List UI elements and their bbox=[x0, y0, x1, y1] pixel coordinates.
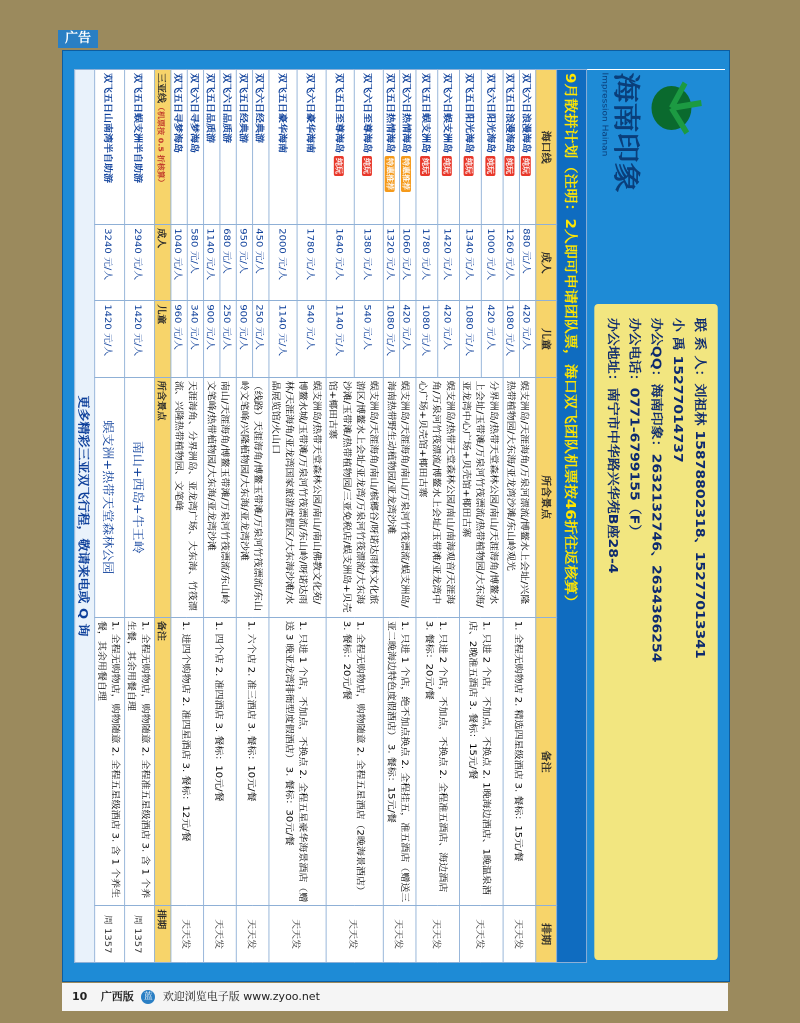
col-spots: 所含景点 bbox=[536, 377, 557, 617]
col-adult: 成人 bbox=[536, 225, 557, 301]
included-spots: 分界洲岛/热带天堂森林公园/南山/天涯海角/博鳌水上会址/玉带滩/万泉河竹筏漂流/热带植物园/大东海/亚龙湾中心广场+贝壳馆+椰田古寨 bbox=[460, 377, 504, 617]
bottom-slogan: 更多精彩三亚双飞行程，敬请来电或 Q 询 bbox=[75, 70, 95, 963]
route-name bbox=[438, 70, 460, 225]
logo-brand: 海南印象 bbox=[609, 72, 642, 193]
remarks: 1. 只进 2 个店，不加点，不换点 2. 全程准五酒店、海边酒店 3. 餐标：20元/餐 bbox=[416, 617, 460, 905]
col-rank: 排期 bbox=[536, 906, 557, 963]
schedule: 天天发 bbox=[204, 906, 237, 963]
table-row bbox=[220, 70, 236, 963]
adult-price-text: 1420 元/人 bbox=[441, 228, 452, 281]
edition-label: 广西版 bbox=[100, 990, 134, 1003]
remarks: 1. 四个店 2. 准四酒店 3. 餐标：10元/餐 bbox=[204, 617, 237, 905]
table-row bbox=[253, 70, 269, 963]
child-price bbox=[171, 301, 187, 377]
route-name-text: 双飞五日蜈支洲岛 bbox=[420, 73, 431, 153]
schedule: 天天发 bbox=[460, 906, 504, 963]
adult-price: 3240 元/人 bbox=[95, 225, 125, 301]
child-price bbox=[204, 301, 220, 377]
route-name-text: 双飞五日经典游 bbox=[237, 73, 248, 143]
included-spots: 南山/天涯海角/博鳌玉带滩/万泉河竹筏漂流/东山岭文笔峰/热带植物园/大东海/亚龙湾沙滩 bbox=[204, 377, 237, 617]
child-price-text: 900 元/人 bbox=[237, 304, 248, 350]
adult-price-text: 450 元/人 bbox=[253, 228, 264, 274]
contact-line1: 联 系 人：刘祖林 15878802318、15277013341 bbox=[692, 317, 707, 659]
remarks: 1. 全程无购物店 2. 精选四星级酒店 3. 餐标：15元/餐 bbox=[503, 617, 536, 905]
badge-icon: 蓝 bbox=[141, 990, 155, 1004]
route-name bbox=[236, 70, 252, 225]
included-spots: 蜈支洲岛/天涯海角/南山/槟榔谷/呀诺达雨林文化旅游区/博鳌水上会址/亚龙湾/万泉河竹筏漂流/大东海沙滩/玉带滩/热带植物园/三亚免税店/蜈支洲岛+贝壳馆+椰田古寨 bbox=[326, 377, 383, 617]
table-body bbox=[75, 70, 536, 963]
route-name-text: 双飞五日豪华海南 bbox=[276, 73, 287, 153]
child-price-text: 420 元/人 bbox=[485, 304, 496, 350]
included-spots: 南山+西岛+牛王岭 bbox=[125, 377, 155, 617]
child-price-text: 1080 元/人 bbox=[384, 304, 395, 357]
schedule: 天天发 bbox=[383, 906, 416, 963]
adult-price bbox=[355, 225, 384, 301]
child-price-text: 900 元/人 bbox=[204, 304, 215, 350]
logo-subtitle: Impression Hainan bbox=[599, 72, 609, 157]
child-price-text: 960 元/人 bbox=[172, 304, 183, 350]
child-price bbox=[400, 301, 416, 377]
adult-price-text: 950 元/人 bbox=[237, 228, 248, 274]
route-name bbox=[171, 70, 187, 225]
route-name-text: 双飞六日蜈支洲岛 bbox=[441, 73, 452, 153]
route-name-text: 双飞五日浪漫海岛 bbox=[504, 73, 515, 153]
route-name bbox=[269, 70, 298, 225]
remarks: 1. 全程无购物店，购物随意 2. 全程五星级酒店 3. 含 1 个养生餐，其余用餐自理 bbox=[95, 617, 125, 905]
child-price bbox=[481, 301, 503, 377]
schedule: 天天发 bbox=[416, 906, 460, 963]
route-name-text: 双飞五日热情海岛 bbox=[384, 73, 395, 153]
adult-price: 2940 元/人 bbox=[125, 225, 155, 301]
route-name: 双飞五日蜈支洲半自助游 bbox=[125, 70, 155, 225]
adult-price-text: 1000 元/人 bbox=[485, 228, 496, 281]
section-col-header: 所含景点 bbox=[155, 377, 171, 617]
schedule: 周 1357 bbox=[125, 906, 155, 963]
route-tag-badge: 纯玩 bbox=[505, 158, 514, 174]
adult-price-text: 1260 元/人 bbox=[504, 228, 515, 281]
table-row bbox=[355, 70, 384, 963]
route-tag-badge: 纯玩 bbox=[486, 158, 495, 174]
route-name bbox=[187, 70, 203, 225]
route-tag-badge: 纯玩 bbox=[442, 158, 451, 174]
child-price bbox=[460, 301, 482, 377]
route-name bbox=[204, 70, 220, 225]
route-name-text: 双飞六日豪华海南 bbox=[305, 73, 315, 153]
bottom-row bbox=[75, 70, 95, 963]
contact-panel bbox=[587, 301, 725, 963]
child-price bbox=[220, 301, 236, 377]
schedule: 天天发 bbox=[236, 906, 269, 963]
section-note: （机票按 0.5 折核算） bbox=[156, 103, 166, 187]
page-number: 10 bbox=[72, 990, 88, 1003]
col-notes: 备注 bbox=[536, 617, 557, 905]
contact-line4: 办公电话：0771-6799155（F） bbox=[626, 317, 642, 539]
route-name bbox=[416, 70, 438, 225]
child-price-text: 540 元/人 bbox=[305, 304, 315, 350]
section-name bbox=[155, 70, 171, 225]
adult-price-text: 680 元/人 bbox=[221, 228, 232, 274]
route-tag-badge: 纯玩 bbox=[521, 158, 530, 174]
adult-price-text: 1380 元/人 bbox=[362, 228, 373, 281]
adult-price-text: 2000 元/人 bbox=[276, 228, 287, 281]
route-name bbox=[519, 70, 535, 225]
adult-price bbox=[298, 225, 327, 301]
adult-price-text: 1040 元/人 bbox=[172, 228, 183, 281]
table-row bbox=[438, 70, 460, 963]
site-text: 欢迎浏览电子版 www.zyoo.net bbox=[162, 990, 320, 1003]
adult-price-text: 1640 元/人 bbox=[333, 228, 344, 281]
included-spots: 蜈支洲岛/天涯海角/万泉河漂流/博鳌水上会址/兴隆热带植物园/大东海/亚龙湾沙滩/东山岭观光 bbox=[503, 377, 536, 617]
included-spots: 天涯海角、分界洲岛、亚龙湾广场、大东海、竹筏漂流、兴隆热带植物园、文笔峰 bbox=[171, 377, 204, 617]
col-child: 儿童 bbox=[536, 301, 557, 377]
table-row bbox=[519, 70, 535, 963]
section-col-header: 儿童 bbox=[155, 301, 171, 377]
child-price bbox=[416, 301, 438, 377]
adult-price bbox=[438, 225, 460, 301]
adult-price bbox=[519, 225, 535, 301]
adult-price bbox=[481, 225, 503, 301]
child-price: 1420 元/人 bbox=[95, 301, 125, 377]
route-name-text: 双飞六日品质游 bbox=[221, 73, 232, 143]
schedule: 天天发 bbox=[171, 906, 204, 963]
page-footer bbox=[62, 983, 728, 1011]
section-header bbox=[155, 70, 171, 963]
table-row bbox=[298, 70, 327, 963]
child-price-text: 250 元/人 bbox=[221, 304, 232, 350]
header-row bbox=[587, 70, 725, 963]
adult-price-text: 1780 元/人 bbox=[305, 228, 315, 281]
col-route: 海口线 bbox=[536, 70, 557, 225]
adult-price bbox=[416, 225, 438, 301]
child-price-text: 340 元/人 bbox=[188, 304, 199, 350]
remarks: 1. 全程无购物店，购物随意 2. 全程五星酒店（2晚海景酒店） 3. 餐标：20元/餐 bbox=[326, 617, 383, 905]
adult-price-text: 580 元/人 bbox=[188, 228, 199, 274]
remarks: 1. 只进 1 个店，绝不加点换点 2. 全程挂五，准五酒店（赠送三亚二晚海边特色度假酒店） 3. 餐标：15元/餐 bbox=[383, 617, 416, 905]
contact-line5: 办公地址：南宁市中华路兴华苑B座28-4 bbox=[605, 317, 620, 574]
route-name bbox=[400, 70, 416, 225]
route-tag-badge: 纯玩 bbox=[464, 158, 473, 174]
title-row bbox=[557, 70, 587, 963]
section-col-header: 成人 bbox=[155, 225, 171, 301]
adult-price bbox=[383, 225, 399, 301]
route-name-text: 双飞六日经典游 bbox=[253, 73, 264, 143]
remarks: 1. 只进 2 个店，不加点，不换点 2. 1晚海边酒店、1晚温泉酒店、2晚准五酒店 3. 餐标：15元/餐 bbox=[460, 617, 504, 905]
route-name-text: 双飞五日至尊海岛 bbox=[333, 73, 344, 153]
route-name-text: 双飞六日寻梦海岛 bbox=[188, 73, 199, 153]
logo-area bbox=[587, 70, 725, 301]
adult-price bbox=[503, 225, 519, 301]
adult-price-text: 1780 元/人 bbox=[420, 228, 431, 281]
included-spots: 蜈支洲+热带天堂森林公园 bbox=[95, 377, 125, 617]
route-name-text: 双飞五日品质游 bbox=[204, 73, 215, 143]
child-price-text: 1080 元/人 bbox=[463, 304, 474, 357]
route-name bbox=[253, 70, 269, 225]
route-name bbox=[326, 70, 355, 225]
included-spots: 蜈支洲岛/热带天堂森林公园/南山/南海观音/天涯海角/万泉河竹筏漂流/博鳌水上会址/玉带滩/亚龙湾中心广场+贝壳馆+椰田古寨 bbox=[416, 377, 460, 617]
section-col-header: 排期 bbox=[155, 906, 171, 963]
adult-price-text: 1340 元/人 bbox=[463, 228, 474, 281]
child-price bbox=[298, 301, 327, 377]
section-name-text: 三亚线 bbox=[155, 73, 166, 103]
child-price bbox=[236, 301, 252, 377]
included-spots: 蜈支洲岛/天涯海角/南山/万泉河竹筏漂流/蜈支洲岛/海南热带野生动植物园/亚龙湾沙滩 bbox=[383, 377, 416, 617]
adult-price bbox=[326, 225, 355, 301]
adult-price-text: 880 元/人 bbox=[520, 228, 531, 274]
contact-line3: 办公QQ：海南印象：2632132746、2634366254 bbox=[648, 317, 664, 663]
table-row bbox=[400, 70, 416, 963]
route-name bbox=[383, 70, 399, 225]
table-row bbox=[125, 70, 155, 963]
remarks: 1. 六个店 2. 准三酒店 3. 餐标：10元/餐 bbox=[236, 617, 269, 905]
route-name bbox=[503, 70, 519, 225]
adult-price bbox=[460, 225, 482, 301]
included-spots: 蜈支洲岛/热带天堂森林公园/南山/南山佛教文化苑/博鳌水城/玉带滩/万泉河竹筏漂流/东山岭/呀诺达雨林/天涯海角/亚龙湾国家旅游度假区/大东海沙滩/水晶展览馆/火山口 bbox=[269, 377, 326, 617]
schedule: 天天发 bbox=[269, 906, 326, 963]
child-price bbox=[253, 301, 269, 377]
adult-price-text: 1320 元/人 bbox=[384, 228, 395, 281]
route-name bbox=[355, 70, 384, 225]
child-price bbox=[355, 301, 384, 377]
included-spots: （线路）天涯海角/博鳌玉带滩/万泉河竹筏漂流/东山岭文笔峰/兴隆植物园/大东海/亚龙湾沙滩 bbox=[236, 377, 269, 617]
route-name-text: 双飞五日阳光海岛 bbox=[463, 73, 474, 153]
adult-price-text: 1060 元/人 bbox=[400, 228, 411, 281]
adult-price bbox=[171, 225, 187, 301]
child-price bbox=[503, 301, 519, 377]
child-price-text: 420 元/人 bbox=[520, 304, 531, 350]
child-price bbox=[269, 301, 298, 377]
adult-price-text: 1140 元/人 bbox=[204, 228, 215, 281]
table-row bbox=[187, 70, 203, 963]
route-name-text: 双飞六日至尊海岛 bbox=[362, 73, 373, 153]
route-name-text: 双飞五日寻梦海岛 bbox=[172, 73, 183, 153]
route-name: 双飞五日山南湾半自助游 bbox=[95, 70, 125, 225]
schedule: 天天发 bbox=[326, 906, 383, 963]
schedule: 周 1357 bbox=[95, 906, 125, 963]
palm-logo-icon bbox=[649, 73, 713, 143]
adult-price bbox=[236, 225, 252, 301]
table-row bbox=[481, 70, 503, 963]
child-price-text: 540 元/人 bbox=[362, 304, 373, 350]
route-tag-badge: 纯玩 bbox=[363, 158, 372, 174]
child-price bbox=[519, 301, 535, 377]
plan-title-bar: 9月散拼计划（注明：2人即可申请团队票，海口双飞团队机票按46折往返核算） bbox=[557, 70, 587, 963]
section-col-header: 备注 bbox=[155, 617, 171, 905]
child-price-text: 420 元/人 bbox=[441, 304, 452, 350]
child-price-text: 1080 元/人 bbox=[420, 304, 431, 357]
remarks: 1. 全程无购物店，购物随意 2. 全程准五星级酒店 3. 含 1 个养生餐，其余用餐自理 bbox=[125, 617, 155, 905]
child-price bbox=[438, 301, 460, 377]
remarks: 1. 进四个购物店 2. 准四星酒店 3. 餐标：12元/餐 bbox=[171, 617, 204, 905]
remarks: 1. 只进 1 个店，不加点，不换点 2. 全程五星豪华海景酒店（赠送 3 晚亚龙湾排衙型度假酒店） 3. 餐标：30元/餐 bbox=[269, 617, 326, 905]
adult-price bbox=[204, 225, 220, 301]
adult-price bbox=[220, 225, 236, 301]
table-row bbox=[95, 70, 125, 963]
rotated-content bbox=[63, 51, 729, 981]
child-price-text: 1080 元/人 bbox=[504, 304, 515, 357]
child-price bbox=[326, 301, 355, 377]
child-price: 1420 元/人 bbox=[125, 301, 155, 377]
ad-tag: 广告 bbox=[58, 30, 98, 48]
adult-price bbox=[187, 225, 203, 301]
ad-panel bbox=[62, 50, 730, 982]
route-name-text: 双飞六日阳光海岛 bbox=[485, 73, 496, 153]
child-price bbox=[187, 301, 203, 377]
route-tag-badge: 特惠推荐 bbox=[401, 158, 411, 190]
child-price-text: 1140 元/人 bbox=[333, 304, 344, 357]
route-name bbox=[481, 70, 503, 225]
route-name-text: 双飞六日热情海岛 bbox=[400, 73, 411, 153]
child-price-text: 250 元/人 bbox=[253, 304, 264, 350]
child-price-text: 420 元/人 bbox=[400, 304, 411, 350]
adult-price bbox=[400, 225, 416, 301]
route-name bbox=[460, 70, 482, 225]
child-price-text: 1140 元/人 bbox=[276, 304, 287, 357]
adult-price bbox=[253, 225, 269, 301]
route-tag-badge: 纯玩 bbox=[420, 158, 430, 174]
contact-line2: 小 禹 15277014737 bbox=[670, 317, 686, 463]
itinerary-table bbox=[74, 69, 725, 963]
route-name-text: 双飞六日浪漫海岛 bbox=[520, 73, 531, 153]
schedule: 天天发 bbox=[503, 906, 536, 963]
route-name bbox=[220, 70, 236, 225]
route-tag-badge: 特惠推荐 bbox=[385, 158, 394, 190]
route-name bbox=[298, 70, 327, 225]
adult-price bbox=[269, 225, 298, 301]
child-price bbox=[383, 301, 399, 377]
route-tag-badge: 纯玩 bbox=[334, 158, 343, 174]
